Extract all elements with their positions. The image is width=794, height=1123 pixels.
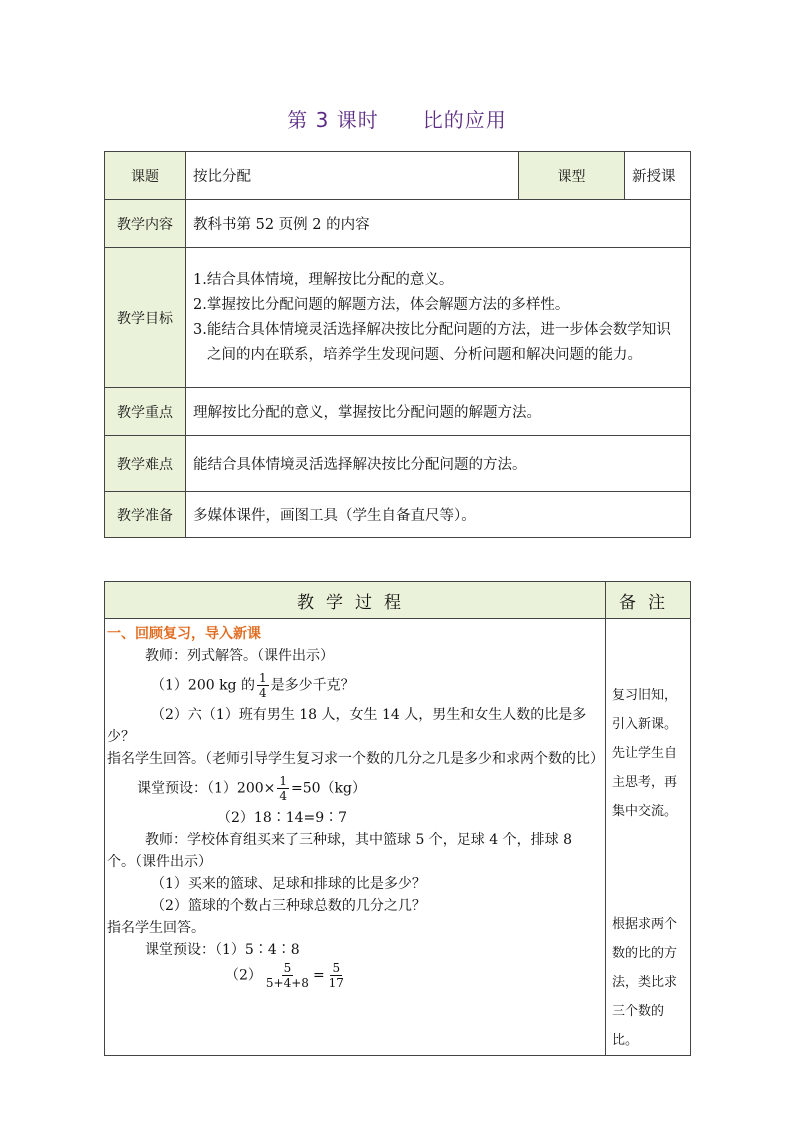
process-line: 教师：学校体育组买来了三种球，其中篮球 5 个，足球 4 个，排球 8 个。（课件出示） bbox=[107, 832, 572, 870]
content-label: 教学内容 bbox=[105, 200, 186, 248]
lesson-info-table bbox=[104, 151, 691, 538]
fraction bbox=[327, 961, 346, 990]
notes-header: 备注 bbox=[606, 582, 691, 619]
process-body bbox=[105, 619, 606, 1056]
fraction-numerator: 1 bbox=[258, 671, 267, 685]
prep-label: 教学准备 bbox=[105, 492, 186, 538]
prep-value: 多媒体课件，画图工具（学生自备直尺等）。 bbox=[186, 492, 691, 538]
fraction bbox=[264, 961, 311, 990]
question-3: （1）买来的篮球、足球和排球的比是多少？ bbox=[151, 876, 426, 892]
note-review: 复习旧知，引入新课。先让学生自主思考，再集中交流。 bbox=[612, 688, 678, 819]
fraction-denominator: 17 bbox=[328, 976, 344, 990]
fraction bbox=[257, 671, 269, 700]
answer-2: （2）18∶14=9∶7 bbox=[217, 810, 348, 826]
goal-item: 3.能结合具体情境灵活选择解决按比分配问题的方法，进一步体会数学知识之间的内在联系，培养学生发现问题、分析问题和解决问题的能力。 bbox=[193, 321, 671, 363]
difficulty-value: 能结合具体情境灵活选择解决按比分配问题的方法。 bbox=[186, 436, 691, 492]
topic-label: 课题 bbox=[105, 152, 186, 200]
equals-sign: = bbox=[312, 967, 325, 984]
answer-3: 课堂预设：（1）5∶4∶8 bbox=[145, 942, 300, 958]
process-line: 指名学生回答。 bbox=[107, 920, 205, 936]
fraction-denominator: 4 bbox=[279, 789, 287, 803]
question-1-text: （1）200 kg 的 bbox=[151, 677, 255, 694]
goal-item: 1.结合具体情境，理解按比分配的意义。 bbox=[193, 271, 454, 288]
teaching-process-table bbox=[104, 581, 691, 1056]
fraction-denominator: 4 bbox=[258, 686, 267, 700]
lesson-number: 第 3 课时 bbox=[287, 108, 379, 132]
question-1 bbox=[107, 671, 599, 700]
process-line: 教师：列式解答。（课件出示） bbox=[145, 648, 334, 664]
fraction bbox=[277, 774, 289, 803]
goals-label: 教学目标 bbox=[105, 248, 186, 388]
answer-4 bbox=[107, 961, 599, 990]
goal-item: 2.掌握按比分配问题的解题方法，体会解题方法的多样性。 bbox=[193, 296, 570, 313]
type-value: 新授课 bbox=[625, 152, 691, 200]
notes-column bbox=[606, 619, 691, 1056]
answer-1-text: 课堂预设：（1）200× bbox=[137, 780, 276, 797]
answer-4-label: （2） bbox=[225, 967, 262, 984]
answer-1-tail: =50（kg） bbox=[291, 780, 366, 797]
fraction-numerator: 1 bbox=[279, 774, 287, 788]
process-line: 指名学生回答。（老师引导学生复习求一个数的几分之几是多少和求两个数的比） bbox=[107, 751, 604, 767]
section-heading: 一、回顾复习，导入新课 bbox=[107, 626, 261, 642]
key-label: 教学重点 bbox=[105, 388, 186, 436]
content-value: 教科书第 52 页例 2 的内容 bbox=[186, 200, 691, 248]
key-value: 理解按比分配的意义，掌握按比分配问题的解题方法。 bbox=[186, 388, 691, 436]
type-label: 课型 bbox=[519, 152, 625, 200]
topic-value: 按比分配 bbox=[186, 152, 519, 200]
question-1-tail: 是多少千克？ bbox=[270, 677, 355, 694]
difficulty-label: 教学难点 bbox=[105, 436, 186, 492]
goals-list bbox=[186, 248, 691, 388]
process-header: 教学过程 bbox=[105, 582, 606, 619]
page-title bbox=[0, 104, 794, 133]
question-2: （2）六（1）班有男生 18 人，女生 14 人，男生和女生人数的比是多少？ bbox=[107, 707, 587, 745]
fraction-numerator: 5 bbox=[283, 961, 292, 975]
question-4: （2）篮球的个数占三种球总数的几分之几？ bbox=[151, 898, 426, 914]
answer-1 bbox=[107, 774, 599, 803]
lesson-topic: 比的应用 bbox=[422, 108, 507, 132]
note-analogy: 根据求两个数的比的方法，类比求三个数的比。 bbox=[612, 917, 678, 1048]
fraction-denominator: 5+4+8 bbox=[265, 976, 309, 990]
fraction-numerator: 5 bbox=[332, 961, 341, 975]
